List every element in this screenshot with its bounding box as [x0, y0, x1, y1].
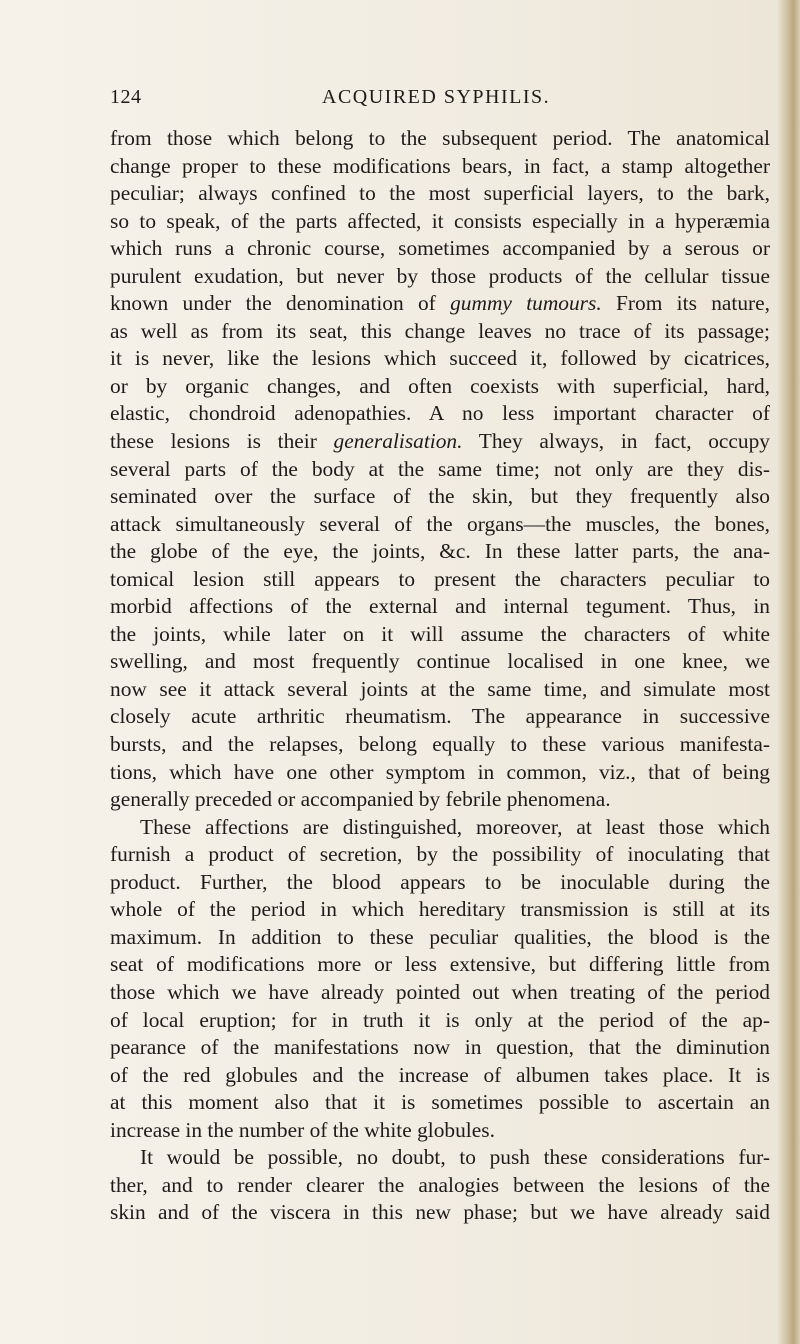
text-line: change proper to these modifications bears, in fact, a stamp altogether — [110, 153, 770, 178]
text-line: which runs a chronic course, sometimes accompanied by a serous or — [110, 236, 770, 261]
text-line: morbid affections of the external and internal tegument. Thus, in — [110, 594, 770, 619]
text-line: tions, which have one other symptom in common, viz., that of being — [110, 759, 770, 784]
text-line: of the red globules and the increase of albumen takes place. It is — [110, 1062, 770, 1087]
text-line: peculiar; always confined to the most superficial layers, to the bark, — [110, 181, 770, 206]
page-edge — [778, 0, 800, 1344]
text-line: pearance of the manifestations now in question, that the diminution — [110, 1035, 770, 1060]
text-line: skin and of the viscera in this new phase; but we have already said — [110, 1200, 770, 1225]
text-line: now see it attack several joints at the same time, and simulate most — [110, 676, 770, 701]
text-segment: They always, in fact, occupy — [462, 429, 770, 454]
text-line: seminated over the surface of the skin, but they frequently also — [110, 484, 770, 509]
text-line: the joints, while later on it will assume the characters of white — [110, 621, 770, 646]
text-line: swelling, and most frequently continue localised in one knee, we — [110, 649, 770, 674]
body-text — [110, 125, 770, 1227]
text-line: closely acute arthritic rheumatism. The appearance in successive — [110, 704, 770, 729]
text-line: maximum. In addition to these peculiar qualities, the blood is the — [110, 924, 770, 949]
text-line: tomical lesion still appears to present the characters peculiar to — [110, 566, 770, 591]
text-line: seat of modifications more or less extensive, but differing little from — [110, 952, 770, 977]
text-line: from those which belong to the subsequent period. The anatomical — [110, 126, 770, 150]
text-line: product. Further, the blood appears to be inoculable during the — [110, 869, 770, 894]
text-line: it is never, like the lesions which succeed it, followed by cicatrices, — [110, 346, 770, 371]
text-line: of local eruption; for in truth it is only at the period of the ap- — [110, 1007, 770, 1032]
text-segment: these lesions is their — [110, 429, 334, 454]
text-line: ther, and to render clearer the analogies between the lesions of the — [110, 1172, 770, 1197]
text-line: bursts, and the relapses, belong equally to these various manifesta- — [110, 732, 770, 757]
text-line: increase in the number of the white globules. — [110, 1117, 495, 1142]
running-head — [110, 86, 770, 112]
running-title: ACQUIRED SYPHILIS. — [322, 86, 551, 108]
text-line: These affections are distinguished, moreover, at least those which — [140, 814, 770, 839]
text-line: several parts of the body at the same time; not only are they dis- — [110, 456, 770, 481]
text-line: whole of the period in which hereditary transmission is still at its — [110, 897, 770, 922]
text-line: attack simultaneously several of the organs—the muscles, the bones, — [110, 511, 770, 536]
text-line — [110, 428, 770, 456]
text-line: furnish a product of secretion, by the possibility of inoculating that — [110, 842, 770, 867]
text-line: It would be possible, no doubt, to push these considerations fur- — [140, 1145, 770, 1170]
text-line: the globe of the eye, the joints, &c. In these latter parts, the ana- — [110, 539, 770, 564]
text-line: purulent exudation, but never by those products of the cellular tissue — [110, 263, 770, 288]
page-number: 124 — [110, 86, 142, 108]
text-line: as well as from its seat, this change leaves no trace of its passage; — [110, 318, 770, 343]
text-line: generally preceded or accompanied by febrile phenomena. — [110, 787, 611, 812]
text-segment: known under the denomination of — [110, 291, 451, 316]
text-line: those which we have already pointed out when treating of the period — [110, 979, 770, 1004]
text-line — [110, 290, 770, 318]
text-segment: From its nature, — [601, 291, 770, 316]
italic-term: generalisation. — [333, 429, 463, 454]
text-line: or by organic changes, and often coexists with superficial, hard, — [110, 373, 770, 398]
text-line: elastic, chondroid adenopathies. A no less important character of — [110, 401, 770, 426]
text-line: at this moment also that it is sometimes possible to ascertain an — [110, 1090, 770, 1115]
italic-term: gummy tumours. — [450, 291, 602, 316]
text-line: so to speak, of the parts affected, it consists especially in a hyperæmia — [110, 208, 770, 233]
